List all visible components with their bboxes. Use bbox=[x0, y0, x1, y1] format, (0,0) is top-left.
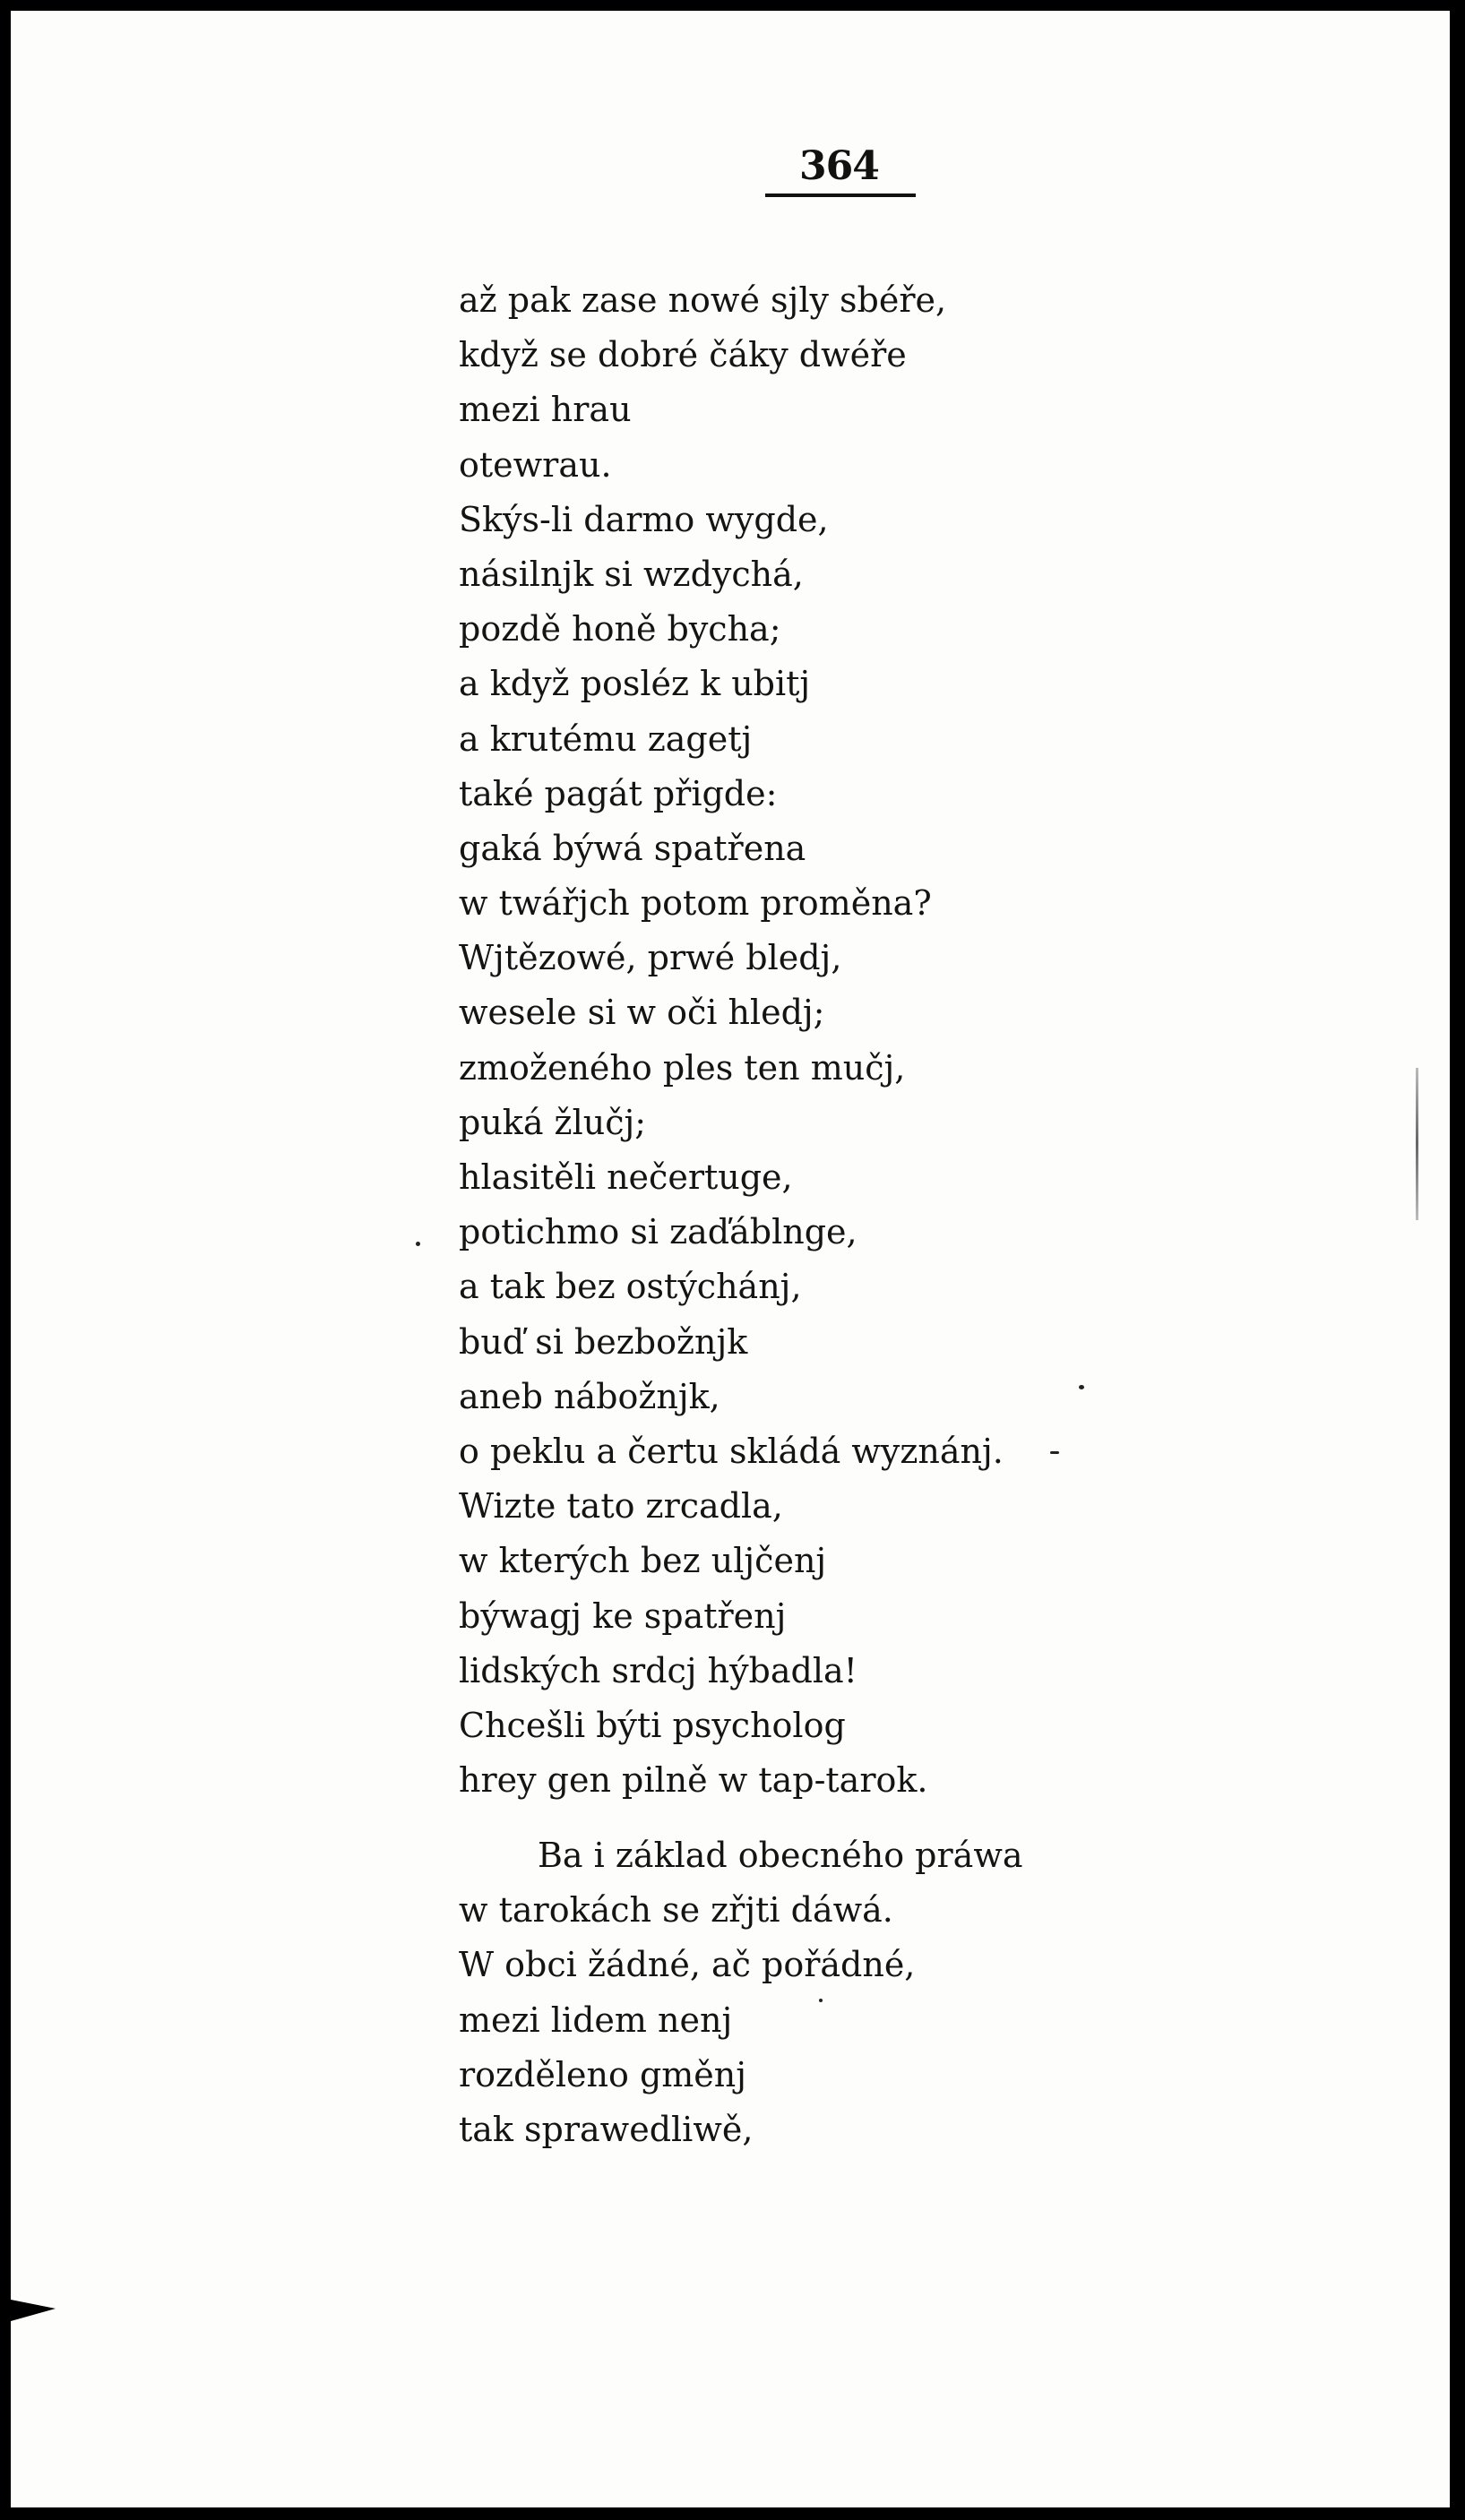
verse-line: násilnjk si wzdychá, bbox=[459, 554, 804, 594]
verse-line: tak sprawedliwě, bbox=[459, 2109, 754, 2149]
verse-line: o peklu a čertu skládá wyznánj. bbox=[459, 1431, 1004, 1471]
verse-line: potichmo si zaďáblnge, bbox=[459, 1212, 857, 1252]
verse-line: Chcešli býti psycholog bbox=[459, 1705, 846, 1745]
verse-line: lidských srdcj hýbadla! bbox=[459, 1650, 857, 1690]
verse-line: wesele si w oči hledj; bbox=[459, 993, 825, 1033]
verse-line: a když posléz k ubitj bbox=[459, 664, 811, 704]
ink-speck bbox=[1050, 1451, 1059, 1454]
verse-line: w kterých bez uljčenj bbox=[459, 1541, 827, 1581]
verse-line: hlasitěli nečertuge, bbox=[459, 1157, 793, 1197]
verse-line: buď si bezbožnjk bbox=[459, 1321, 748, 1362]
verse-line: také pagát přigde: bbox=[459, 773, 778, 813]
ink-speck bbox=[416, 1242, 420, 1246]
page-edge-mark bbox=[11, 2300, 56, 2321]
page-number: 364 bbox=[799, 143, 879, 189]
verse-line: otewrau. bbox=[459, 444, 612, 485]
verse-line: když se dobré čáky dwéře bbox=[459, 335, 907, 375]
page-edge-stain bbox=[1416, 1068, 1418, 1220]
header-rule bbox=[765, 194, 916, 197]
verse-line: Wjtězowé, prwé bledj, bbox=[459, 938, 842, 978]
verse-line: Ba i základ obecného práwa bbox=[538, 1836, 1023, 1875]
verse-line: a krutému zagetj bbox=[459, 718, 753, 759]
verse-line: býwagj ke spatřenj bbox=[459, 1595, 787, 1636]
verse-stanza-1 bbox=[459, 273, 1004, 1808]
ink-speck bbox=[1079, 1385, 1084, 1389]
verse-line: w twářjch potom proměna? bbox=[459, 883, 932, 924]
verse-stanza-2 bbox=[459, 1828, 1023, 2157]
verse-line: až pak zase nowé sjly sbéře, bbox=[459, 280, 947, 320]
verse-line: mezi lidem nenj bbox=[459, 2000, 733, 2040]
verse-line: gaká býwá spatřena bbox=[459, 828, 806, 868]
verse-line: puká žlučj; bbox=[459, 1102, 647, 1142]
verse-line: rozděleno gměnj bbox=[459, 2054, 747, 2094]
verse-line: mezi hrau bbox=[459, 390, 632, 430]
verse-line: W obci žádné, ač pořádné, bbox=[459, 1945, 916, 1985]
verse-line: w tarokách se zřjti dáwá. bbox=[459, 1890, 893, 1931]
verse-line: Skýs-li darmo wygde, bbox=[459, 499, 829, 539]
verse-line: a tak bez ostýchánj, bbox=[459, 1267, 802, 1307]
verse-line: aneb nábožnjk, bbox=[459, 1376, 720, 1416]
verse-line: pozdě honě bycha; bbox=[459, 609, 781, 649]
ink-speck bbox=[819, 1999, 823, 2002]
verse-line: hrey gen pilně w tap-tarok. bbox=[459, 1760, 928, 1801]
book-page bbox=[11, 11, 1450, 2507]
verse-line: Wizte tato zrcadla, bbox=[459, 1486, 783, 1527]
verse-line: zmoženého ples ten mučj, bbox=[459, 1047, 906, 1088]
